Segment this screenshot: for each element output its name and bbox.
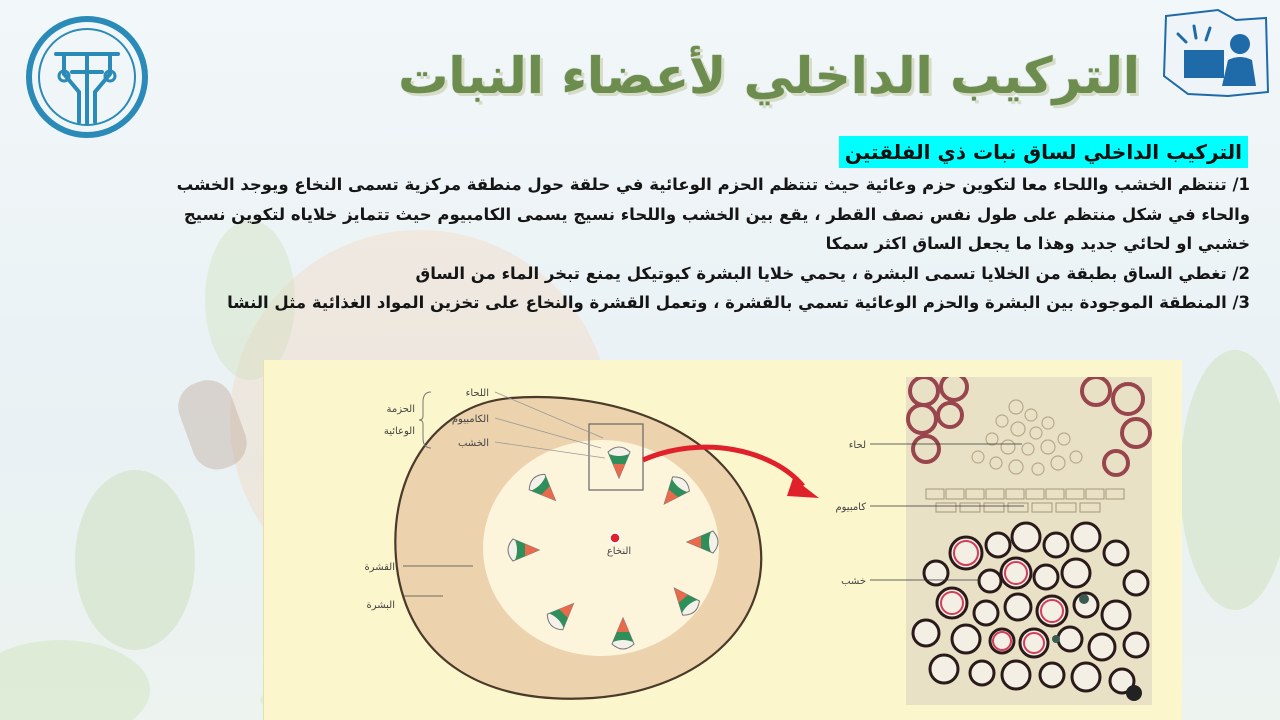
paragraph-number: 2/: [1232, 263, 1250, 283]
micrograph-labels: [820, 420, 1030, 600]
section-subtitle: التركيب الداخلي لساق نبات ذي الفلقتين: [839, 136, 1248, 168]
institution-logo: [24, 14, 150, 140]
label-cortex: القشرة: [364, 562, 395, 573]
micrograph-label-phloem: لحاء: [848, 440, 866, 451]
body-text: [100, 170, 1250, 318]
education-map-logo: [1158, 6, 1272, 102]
label-phloem: اللحاء: [465, 388, 489, 399]
paragraph-1: [100, 170, 1250, 200]
label-epidermis: البشرة: [366, 600, 395, 611]
micrograph-label-cambium: كامبيوم: [835, 502, 866, 513]
paragraph-1-line-3: خشبي او لحائي جديد وهذا ما يجعل الساق اكثر سمكا: [825, 234, 1250, 253]
label-cambium: الكامبيوم: [451, 414, 489, 425]
label-xylem: الخشب: [457, 438, 489, 449]
paragraph-1-line-2: والحاء في شكل منتظم على طول نفس نصف القطر ، يقع بين الخشب واللحاء نسيج يسمى الكامبيوم حيث تتمايز خلاياه لتكوين نسيج: [183, 204, 1250, 224]
paragraph-number: 1/: [1232, 175, 1250, 194]
pith-marker: [610, 533, 620, 543]
micrograph-label-xylem: خشب: [841, 576, 866, 587]
label-pith: النخاع: [606, 546, 632, 557]
paragraph-3: [100, 288, 1250, 318]
paragraph-line: تنتظم الخشب واللحاء معا لتكوين حزم وعائية حيث تنتظم الحزم الوعائية في حلقة حول منطقة مركزية تسمى النخاع ويوجد الخشب: [176, 175, 1227, 194]
paragraph-line: تغطي الساق بطبقة من الخلايا تسمى البشرة ، يحمي خلايا البشرة كيوتيكل يمنع تبخر الماء من الساق: [415, 263, 1227, 283]
page-title: التركيب الداخلي لأعضاء النبات: [398, 47, 1140, 105]
paragraph-2: [100, 259, 1250, 289]
label-vascular-bundle-1: الحزمة: [386, 404, 415, 415]
label-vascular-bundle-2: الوعائية: [383, 426, 415, 437]
paragraph-line: المنطقة الموجودة بين البشرة والحزم الوعائية تسمي بالقشرة ، وتعمل القشرة والنخاع على تخزين المواد الغذائية مثل النشا: [227, 293, 1227, 312]
paragraph-number: 3/: [1232, 293, 1250, 312]
